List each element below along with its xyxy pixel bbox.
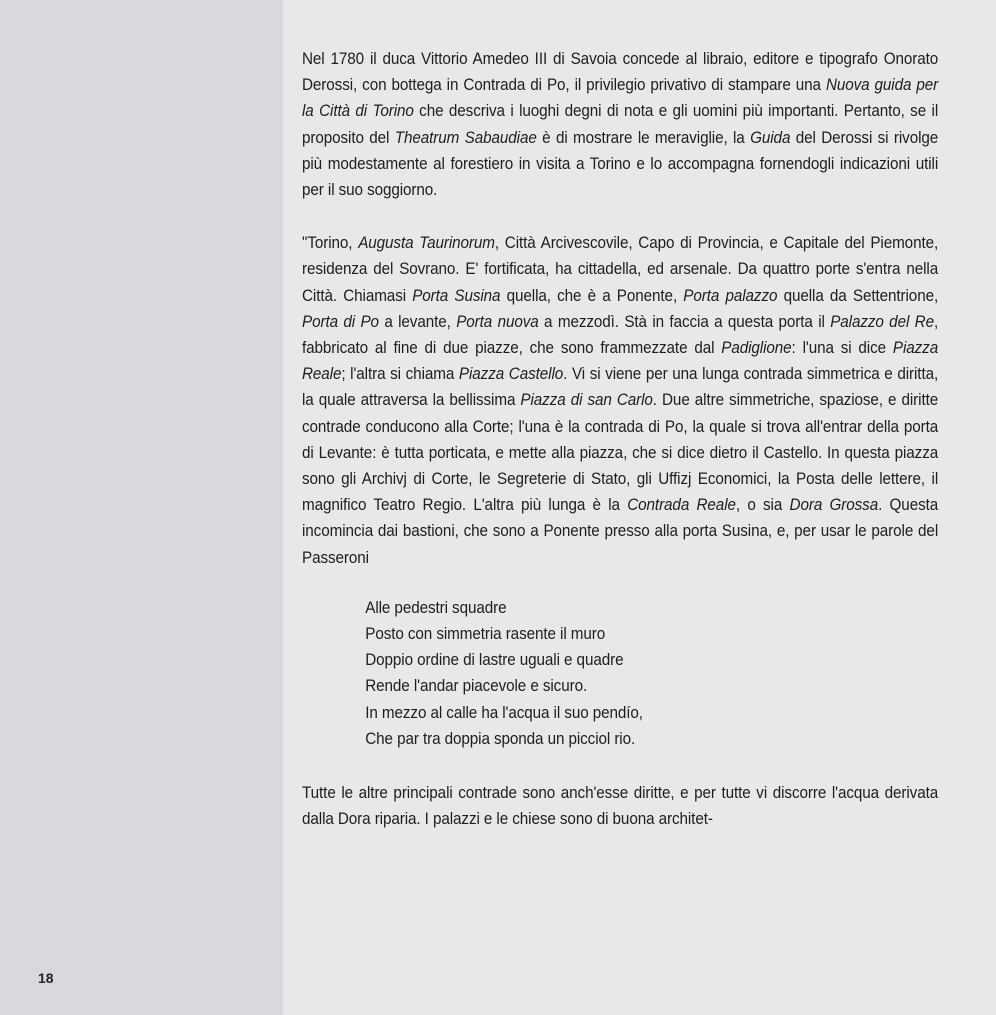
verse-block — [365, 595, 942, 752]
italic-phrase: Porta nuova — [456, 312, 539, 331]
text-run: . Questa incomincia dai bastioni, che sono a Ponente presso alla porta Susina, e, per usar le parole del Passeroni — [302, 496, 939, 567]
text-run: : l'una si dice — [791, 339, 893, 358]
text-run: a mezzodì. Stà in faccia a questa porta il — [538, 312, 831, 331]
verse-line: Doppio ordine di lastre uguali e quadre — [365, 651, 624, 670]
italic-phrase: Piazza Reale — [302, 339, 939, 384]
italic-phrase: Porta Susina — [412, 286, 501, 305]
italic-phrase: Piazza Castello — [458, 365, 564, 384]
paragraph-intro — [302, 46, 938, 203]
italic-phrase: Contrada Reale — [627, 496, 736, 515]
text-run: ; l'altra si chiama — [341, 365, 459, 384]
text-run: a levante, — [378, 312, 457, 331]
text-run: Nel 1780 il duca Vittorio Amedeo III di Savoia concede al libraio, editore e tipografo Onorato Derossi, con bottega in Contrada di Po, il privilegio privativo di stampare una — [302, 50, 939, 95]
text-run: quella, che è a Ponente, — [500, 286, 684, 305]
paragraph-closing — [302, 780, 938, 832]
text-run: è di mostrare le meraviglie, la — [536, 128, 751, 147]
paragraph-quote — [302, 230, 938, 571]
italic-phrase: Porta palazzo — [683, 286, 778, 305]
text-run: del Derossi si rivolge più modestamente al forestiero in visita a Torino e lo accompagna fornendogli indicazioni utili per il suo soggiorno. — [302, 128, 939, 200]
italic-phrase: Theatrum Sabaudiae — [394, 128, 537, 147]
text-column — [302, 46, 939, 832]
italic-phrase: Guida — [750, 128, 791, 147]
verse-line: Alle pedestri squadre — [365, 598, 507, 617]
page-number: 18 — [38, 970, 54, 986]
italic-phrase: Nuova guida per la Città di Torino — [302, 76, 939, 121]
verse-line: In mezzo al calle ha l'acqua il suo pendío, — [365, 703, 643, 722]
text-run: , fabbricato al fine di due piazze, che sono frammezzate dal — [302, 312, 939, 358]
text-run: , Città Arcivescovile, Capo di Provincia, e Capitale del Piemonte, residenza del Sovrano. E' fortificata, ha cittadella, ed arsenale. Da quattro porte s'entra nella Città. Chiamasi — [302, 234, 939, 305]
italic-phrase: Porta di Po — [302, 312, 379, 331]
text-run: . Vi si viene per una lunga contrada simmetrica e diritta, la quale attraversa la bellissima — [302, 365, 939, 410]
verse-line: Posto con simmetria rasente il muro — [365, 625, 606, 644]
italic-phrase: Dora Grossa — [789, 496, 879, 515]
left-margin — [0, 0, 283, 1015]
italic-phrase: Piazza di san Carlo — [520, 391, 653, 410]
text-run: che descriva i luoghi degni di nota e gli uomini più importanti. Pertanto, se il proposito del — [302, 102, 939, 147]
text-run: Tutte le altre principali contrade sono anch'esse diritte, e per tutte vi discorre l'acqua derivata dalla Dora riparia. I palazzi e le chiese sono di buona architet- — [302, 784, 939, 829]
text-run: , o sia — [735, 496, 790, 515]
verse-line: Rende l'andar piacevole e sicuro. — [365, 677, 588, 696]
text-run: . Due altre simmetriche, spaziose, e diritte contrade conducono alla Corte; l'una è la contrada di Po, la quale si trova all'entrar della porta di Levante: è tutta porticata, e mette alla piazza, che si dice dietro il Castello. In questa piazza sono gli Archivj di Corte, le Segreterie di Stato, gli Uffizj Economici, la Posta delle lettere, il magnifico Teatro Regio. L'altra più lunga è la — [302, 391, 939, 515]
text-run: quella da Settentrione, — [777, 286, 939, 305]
text-run: "Torino, — [302, 234, 359, 253]
italic-phrase: Palazzo del Re — [830, 312, 934, 331]
italic-phrase: Augusta Taurinorum — [358, 234, 495, 253]
italic-phrase: Padiglione — [721, 339, 792, 358]
verse-line: Che par tra doppia sponda un picciol rio. — [365, 729, 636, 748]
